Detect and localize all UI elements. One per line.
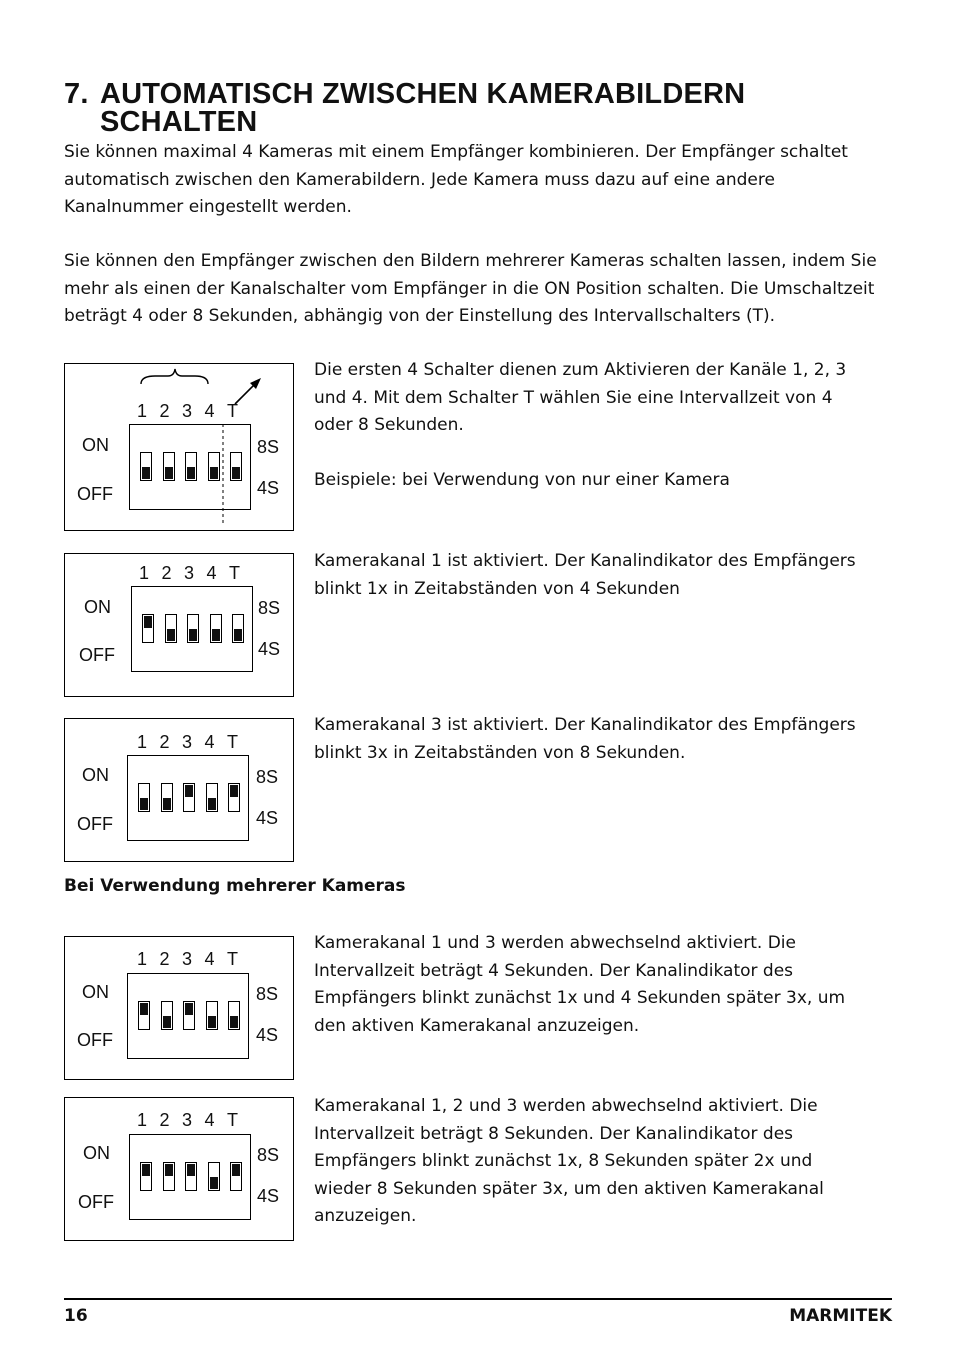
dip-switch-t — [230, 1162, 242, 1191]
dip-switch-3 — [185, 452, 197, 481]
dip-switch-1 — [140, 1162, 152, 1191]
switch-knob — [167, 629, 175, 641]
brand-name: MARMITEK — [789, 1306, 892, 1326]
switch-knob — [142, 1164, 150, 1176]
dip-switch-3 — [187, 614, 199, 643]
dip-switch-diagram-1 — [64, 363, 294, 531]
dip-switch-diagram-3 — [64, 718, 294, 862]
dip-switch-t — [232, 614, 244, 643]
section-subheading: Bei Verwendung mehrerer Kameras — [64, 876, 406, 896]
switch-numbers: 1 2 3 4 T — [137, 732, 238, 752]
switch-knob — [210, 467, 218, 479]
on-label: ON — [82, 435, 109, 455]
4s-label: 4S — [256, 808, 279, 828]
switch-block — [129, 424, 251, 510]
switch-knob — [140, 1003, 148, 1015]
dip-switch-1 — [142, 614, 154, 643]
diagram-2-description: Kamerakanal 1 ist aktiviert. Der Kanalindikator des Empfängers blinkt 1x in Zeitabständen von 4 Sekunden — [314, 551, 856, 599]
switch-knob — [163, 1016, 171, 1028]
diagram-1-description: Die ersten 4 Schalter dienen zum Aktivieren der Kanäle 1, 2, 3 und 4. Mit dem Schalter T wählen Sie eine Intervallzeit von 4 oder 8 Sekunden. Beispiele: bei Verwendung von nur einer Kamera — [314, 360, 847, 490]
dip-switch-1 — [138, 783, 150, 812]
switch-knob — [140, 798, 148, 810]
dip-switch-t — [228, 1001, 240, 1030]
switch-knob — [185, 785, 193, 797]
dip-switch-2 — [163, 452, 175, 481]
off-label: OFF — [79, 645, 115, 665]
switch-knob — [142, 467, 150, 479]
switch-knob — [165, 1164, 173, 1176]
switch-knob — [163, 798, 171, 810]
switch-knob — [232, 467, 240, 479]
dip-switch-3 — [183, 1001, 195, 1030]
dip-switch-4 — [206, 783, 218, 812]
switch-numbers: 1 2 3 4 T — [139, 563, 240, 583]
switch-block — [127, 755, 249, 841]
switch-knob — [230, 1016, 238, 1028]
switch-knob — [234, 629, 242, 641]
dip-switch-3 — [183, 783, 195, 812]
intro-paragraph: Sie können maximal 4 Kameras mit einem Empfänger kombinieren. Der Empfänger schaltet automatisch zwischen den Kamerabildern. Jede Kamera muss dazu auf eine andere Kanalnummer eingestellt werden. — [64, 142, 848, 217]
switch-knob — [208, 798, 216, 810]
dip-switch-t — [230, 452, 242, 481]
switch-numbers: 1 2 3 4 T — [137, 949, 238, 969]
on-label: ON — [84, 597, 111, 617]
off-label: OFF — [77, 1030, 113, 1050]
dip-switch-1 — [140, 452, 152, 481]
dip-switch-3 — [185, 1162, 197, 1191]
switch-numbers: 1 2 3 4 T — [137, 1110, 238, 1130]
dip-switch-4 — [206, 1001, 218, 1030]
switch-knob — [185, 1003, 193, 1015]
switch-knob — [232, 1164, 240, 1176]
switch-knob — [187, 467, 195, 479]
dip-switch-diagram-4 — [64, 936, 294, 1080]
diagram-3-description: Kamerakanal 3 ist aktiviert. Der Kanalindikator des Empfängers blinkt 3x in Zeitabständen von 8 Sekunden. — [314, 715, 856, 763]
on-label: ON — [82, 982, 109, 1002]
8s-label: 8S — [256, 984, 279, 1004]
off-label: OFF — [77, 814, 113, 834]
switch-block — [129, 1134, 251, 1220]
switch-block — [127, 973, 249, 1059]
switch-knob — [187, 1164, 195, 1176]
switch-knob — [230, 785, 238, 797]
switch-knob — [212, 629, 220, 641]
on-label: ON — [82, 765, 109, 785]
4s-label: 4S — [258, 639, 281, 659]
dip-switch-4 — [208, 452, 220, 481]
diagram-4-description: Kamerakanal 1 und 3 werden abwechselnd aktiviert. Die Intervallzeit beträgt 4 Sekunden. Der Kanalindikator des Empfängers blinkt zunächst 1x und 4 Sekunden später 3x, um den aktiven Kamerakanal anzuzeigen. — [314, 933, 846, 1036]
off-label: OFF — [78, 1192, 114, 1212]
dip-switch-2 — [161, 1001, 173, 1030]
dip-switch-t — [228, 783, 240, 812]
dip-switch-diagram-5 — [64, 1097, 294, 1241]
8s-label: 8S — [258, 598, 281, 618]
dip-switch-1 — [138, 1001, 150, 1030]
4s-label: 4S — [257, 478, 280, 498]
8s-label: 8S — [257, 437, 280, 457]
switch-numbers: 1 2 3 4 T — [137, 401, 238, 421]
switch-block — [131, 586, 253, 672]
on-label: ON — [83, 1143, 110, 1163]
page-title: 7. AUTOMATISCH ZWISCHEN KAMERABILDERN SCHALTEN — [64, 78, 746, 138]
dip-switch-2 — [165, 614, 177, 643]
off-label: OFF — [77, 484, 113, 504]
dip-switch-diagram-2 — [64, 553, 294, 697]
switch-knob — [210, 1177, 218, 1189]
footer-divider — [64, 1298, 892, 1300]
dip-switch-2 — [161, 783, 173, 812]
dip-switch-4 — [210, 614, 222, 643]
dip-switch-4 — [208, 1162, 220, 1191]
diagram-5-description: Kamerakanal 1, 2 und 3 werden abwechselnd aktiviert. Die Intervallzeit beträgt 8 Sekunden. Der Kanalindikator des Empfängers blinkt zunächst 1x, 8 Sekunden später 2x und wieder 8 Sekunden später 3x, um den aktiven Kamerakanal anzuzeigen. — [314, 1096, 824, 1226]
8s-label: 8S — [256, 767, 279, 787]
8s-label: 8S — [257, 1145, 280, 1165]
switch-knob — [208, 1016, 216, 1028]
page-number: 16 — [64, 1306, 88, 1326]
switching-paragraph: Sie können den Empfänger zwischen den Bildern mehrerer Kameras schalten lassen, indem Sie mehr als einen der Kanalschalter vom Empfänger in die ON Position schalten. Die Umschaltzeit beträgt 4 oder 8 Sekunden, abhängig von der Einstellung des Intervallschalters (T). — [64, 251, 877, 326]
switch-knob — [144, 616, 152, 628]
4s-label: 4S — [257, 1186, 280, 1206]
dip-switch-2 — [163, 1162, 175, 1191]
switch-knob — [189, 629, 197, 641]
4s-label: 4S — [256, 1025, 279, 1045]
switch-knob — [165, 467, 173, 479]
